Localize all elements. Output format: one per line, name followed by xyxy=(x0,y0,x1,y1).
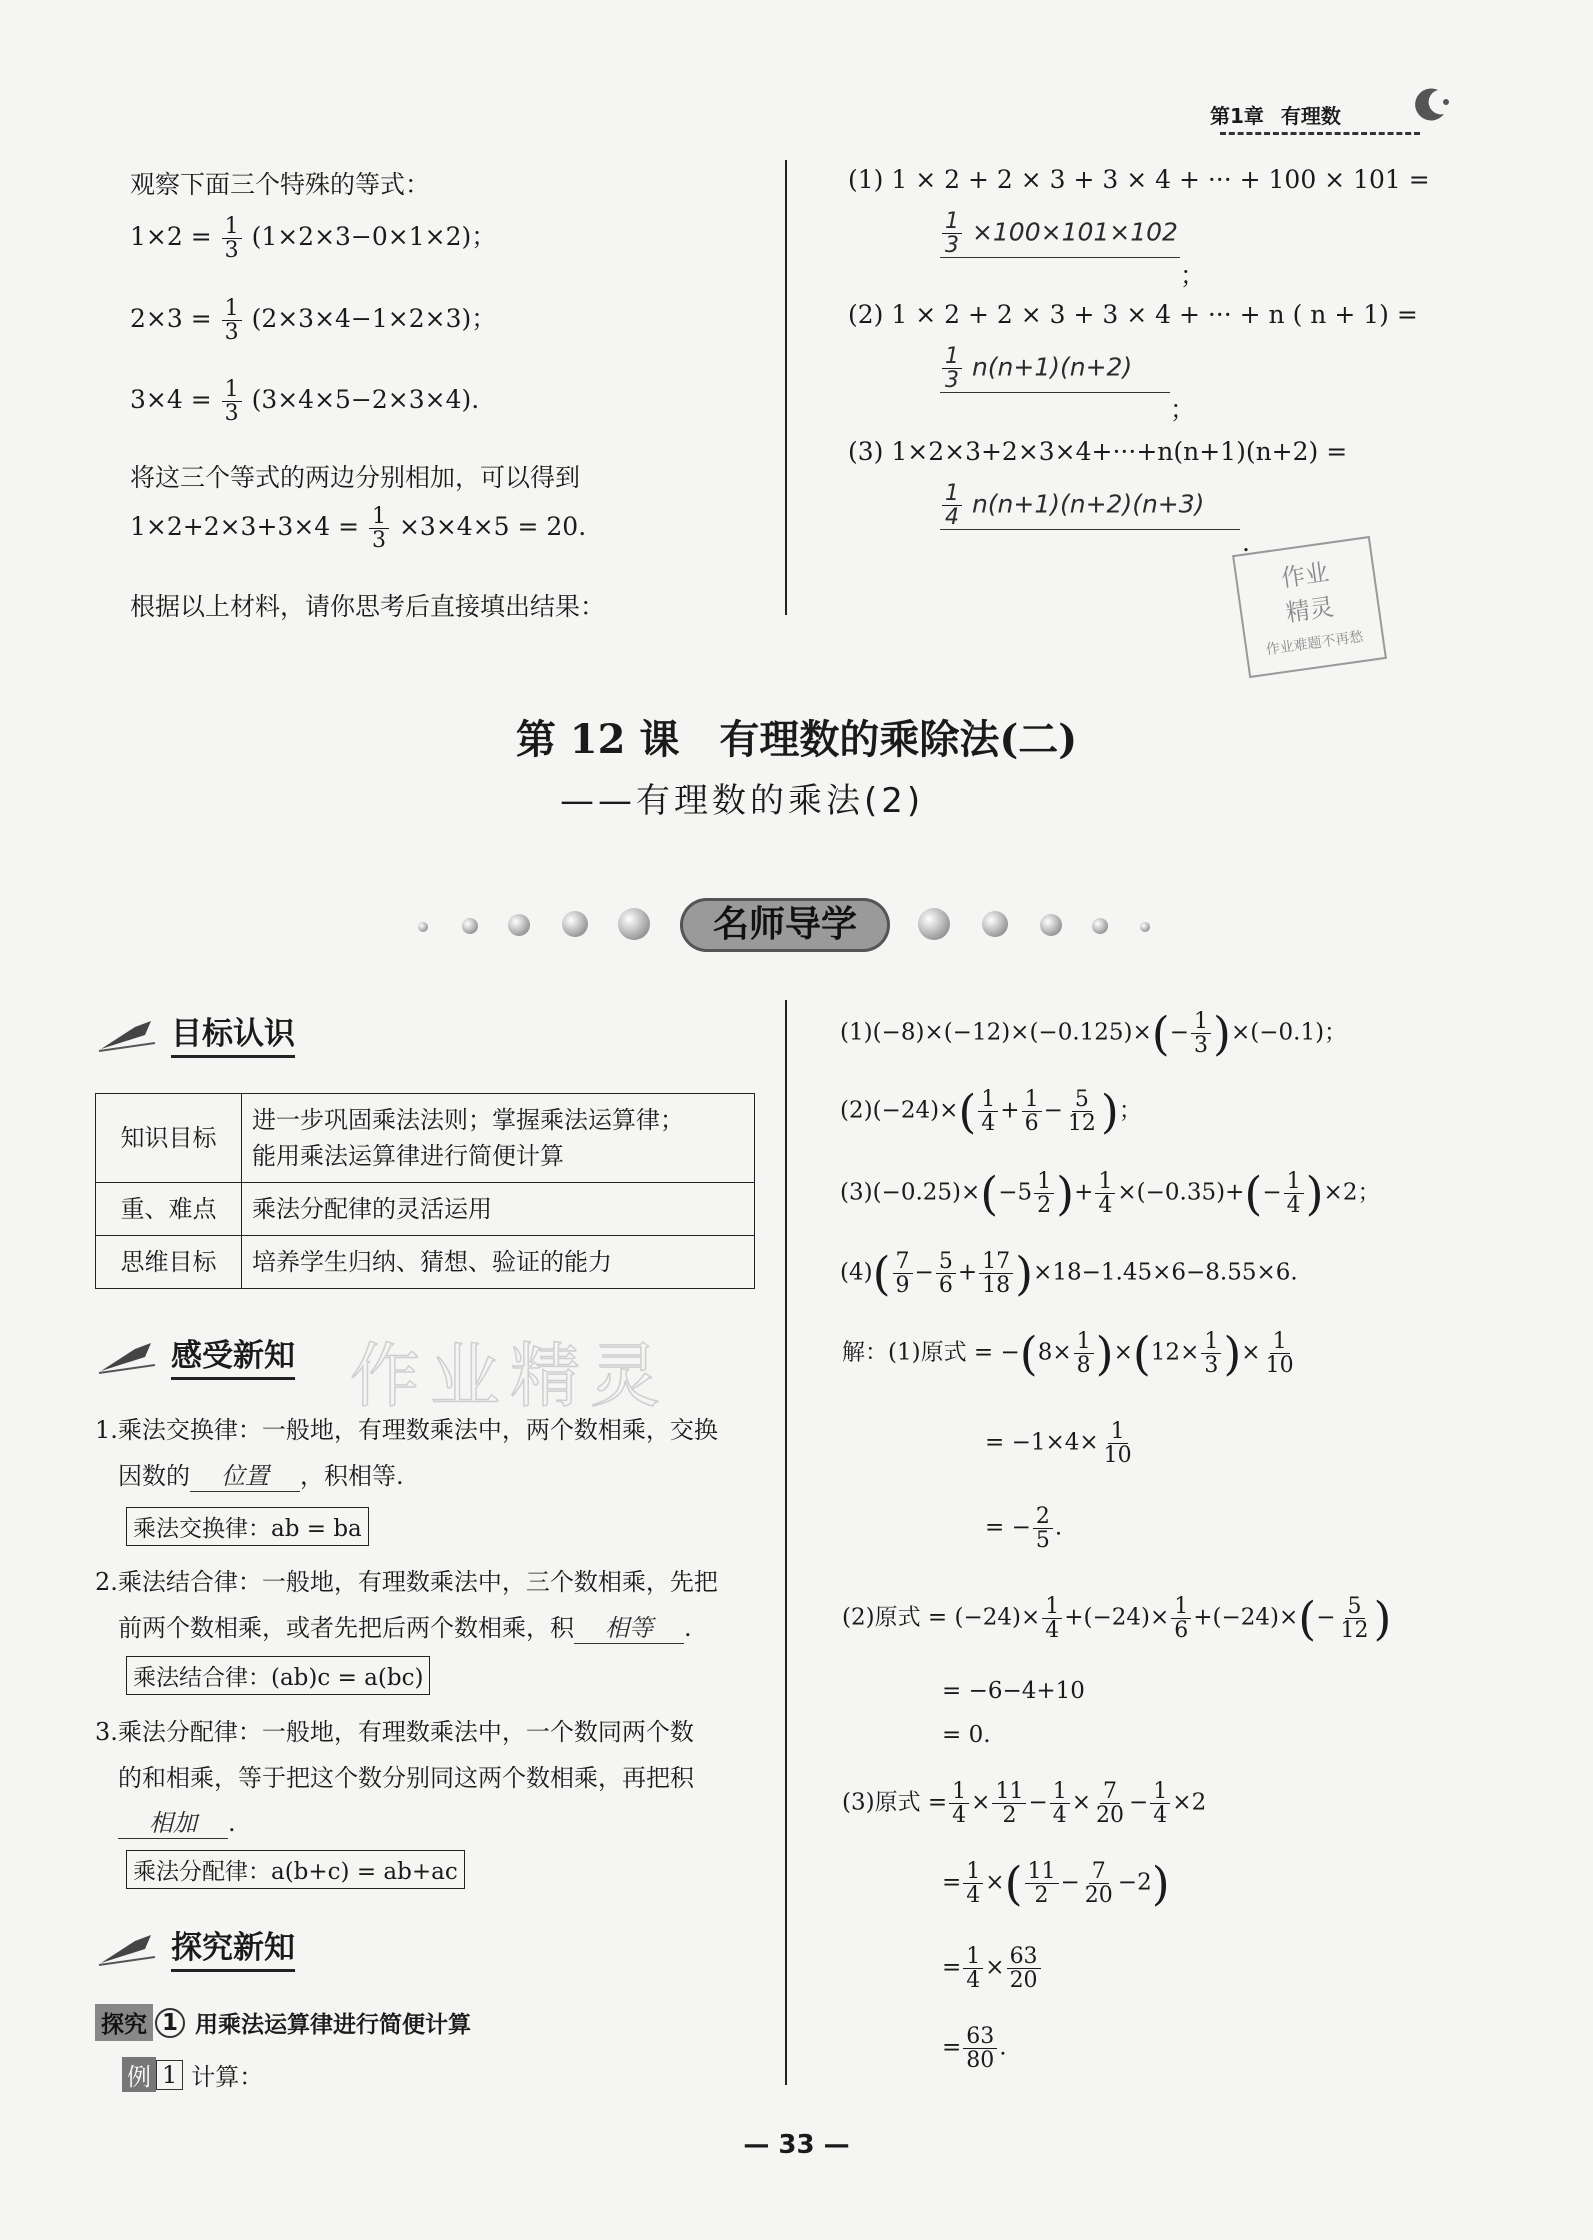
header-rule xyxy=(1220,132,1420,135)
table-cell-content: 进一步巩固乘法法则；掌握乘法运算律； 能用乘法运算律进行简便计算 xyxy=(242,1094,755,1183)
fraction: $\frac{1}{3}$ xyxy=(222,297,242,344)
answer-2: $\frac{1}{3}$ n(n+1)(n+2) xyxy=(940,345,1170,393)
problem-4: (4)( $\frac{7}{9}$ − $\frac{5}{6}$ + $\frac{17}{18}$ )×18−1.45×6−8.55×6. xyxy=(840,1246,1298,1301)
fraction: $\frac{1}{3}$ xyxy=(942,210,962,257)
feel-p1a: 1.乘法交换律：一般地，有理数乘法中，两个数相乘，交换 xyxy=(95,1416,718,1444)
fraction: $\frac{1}{3}$ xyxy=(369,505,389,552)
answer-3-end: . xyxy=(1242,528,1250,557)
fraction: $\frac{1}{4}$ xyxy=(942,482,962,529)
pen-icon xyxy=(95,1013,165,1053)
column-divider-top xyxy=(785,160,787,615)
feel-p3a: 3.乘法分配律：一般地，有理数乘法中，一个数同两个数 xyxy=(95,1718,694,1746)
chapter-name: 有理数 xyxy=(1280,104,1341,128)
section-explore xyxy=(95,1922,295,1972)
solution-2-step3: = 0. xyxy=(942,1722,991,1748)
table-row xyxy=(96,1183,755,1236)
answer-3: $\frac{1}{4}$ n(n+1)(n+2)(n+3) xyxy=(940,482,1240,530)
goals-table xyxy=(95,1093,755,1289)
equation-1: 1×2 = $\frac{1}{3}$ (1×2×3−0×1×2)； xyxy=(130,214,497,264)
section-title: 目标认识 xyxy=(171,1008,295,1058)
solution-2-step2: = −6−4+10 xyxy=(942,1678,1085,1704)
solution-1-step2: = −1×4× $\frac{1}{10}$ xyxy=(985,1419,1132,1469)
watermark: 作业精灵 xyxy=(350,1335,670,1417)
pen-icon xyxy=(95,1335,165,1375)
section-title: 感受新知 xyxy=(171,1330,295,1380)
solution-3: (3)原式 = $\frac{1}{4}$ × $\frac{11}{2}$ − $\frac{1}{4}$ × $\frac{7}{20}$ − $\frac{1}{4}$ ×2 xyxy=(842,1779,1207,1829)
table-cell-content: 培养学生归纳、猜想、验证的能力 xyxy=(242,1236,755,1289)
feel-p3c: 相加 . xyxy=(118,1803,236,1839)
explore-tag: 探究 1 用乘法运算律进行简便计算 xyxy=(95,2004,471,2041)
sum-equation: 1×2+2×3+3×4 = $\frac{1}{3}$ ×3×4×5 = 20. xyxy=(130,504,587,554)
fraction: $\frac{1}{3}$ xyxy=(222,215,242,262)
lesson-title: 第 12 课 有理数的乘除法(二) xyxy=(515,716,1078,763)
explore-topic: 用乘法运算律进行简便计算 xyxy=(195,2012,471,2038)
fill-blank: 相加 xyxy=(118,1803,228,1839)
section-goals xyxy=(95,1008,295,1058)
ask-text: 根据以上材料，请你思考后直接填出结果： xyxy=(130,592,606,621)
moon-logo-icon xyxy=(1410,84,1450,124)
solution-1-step3: = − $\frac{2}{5}$ . xyxy=(985,1504,1063,1554)
answer-2-end: ； xyxy=(1170,395,1196,424)
table-cell-label: 思维目标 xyxy=(96,1236,242,1289)
lesson-subtitle: ——有理数的乘法(2) xyxy=(560,781,925,821)
add-text: 将这三个等式的两边分别相加，可以得到 xyxy=(130,463,581,492)
table-row xyxy=(96,1236,755,1289)
feel-p1b: 因数的 位置 ，积相等. xyxy=(118,1456,404,1492)
solution-3-step2: = $\frac{1}{4}$ ×( $\frac{11}{2}$ − $\frac{7}{20}$ −2) xyxy=(942,1856,1170,1911)
table-cell-label: 知识目标 xyxy=(96,1094,242,1183)
answer-1: $\frac{1}{3}$ ×100×101×102 xyxy=(940,210,1180,258)
decor-dot xyxy=(1040,914,1062,936)
rule-box-1: 乘法交换律：ab = ba xyxy=(126,1507,369,1546)
section-feel xyxy=(95,1330,295,1380)
table-row xyxy=(96,1094,755,1183)
problem-1: (1)(−8)×(−12)×(−0.125)×(− $\frac{1}{3}$ )×(−0.1)； xyxy=(840,1006,1348,1061)
section-title: 探究新知 xyxy=(171,1922,295,1972)
decor-dot xyxy=(562,911,588,937)
equation-3: 3×4 = $\frac{1}{3}$ (3×4×5−2×3×4). xyxy=(130,377,480,427)
decor-dot xyxy=(1140,922,1150,932)
feel-p2a: 2.乘法结合律：一般地，有理数乘法中，三个数相乘，先把 xyxy=(95,1568,718,1596)
problem-3: (3)(−0.25)×(−5 $\frac{1}{2}$ )+ $\frac{1}{4}$ ×(−0.35)+(− $\frac{1}{4}$ )×2； xyxy=(840,1166,1381,1221)
table-cell-label: 重、难点 xyxy=(96,1183,242,1236)
decor-dot xyxy=(982,911,1008,937)
banner-title: 名师导学 xyxy=(680,898,890,952)
question-2: (2) 1 × 2 + 2 × 3 + 3 × 4 + ··· + n ( n + 1) = xyxy=(848,300,1418,329)
feel-p3b: 的和相乘，等于把这个数分别同这两个数相乘，再把积 xyxy=(118,1764,694,1792)
page-number: — 33 — xyxy=(743,2130,850,2160)
homework-stamp: 作业 精灵 作业难题不再愁 xyxy=(1232,536,1387,678)
intro-text: 观察下面三个特殊的等式： xyxy=(130,170,431,199)
question-1: (1) 1 × 2 + 2 × 3 + 3 × 4 + ··· + 100 × 101 = xyxy=(848,165,1430,194)
problem-2: (2)(−24)×( $\frac{1}{4}$ + $\frac{1}{6}$ − $\frac{5}{12}$ )； xyxy=(840,1084,1142,1139)
example-tag: 例 1 计算： xyxy=(122,2057,263,2092)
rule-box-3: 乘法分配律：a(b+c) = ab+ac xyxy=(126,1850,465,1889)
question-3: (3) 1×2×3+2×3×4+···+n(n+1)(n+2) = xyxy=(848,437,1348,466)
fraction: $\frac{1}{3}$ xyxy=(942,345,962,392)
answer-1-end: ； xyxy=(1180,261,1206,290)
fill-blank: 位置 xyxy=(190,1456,300,1492)
table-cell-content: 乘法分配律的灵活运用 xyxy=(242,1183,755,1236)
decor-dot xyxy=(1092,918,1108,934)
rule-box-2: 乘法结合律：(ab)c = a(bc) xyxy=(126,1656,430,1695)
decor-dot xyxy=(618,908,650,940)
chapter-number: 第1章 xyxy=(1210,104,1264,128)
feel-p2b: 前两个数相乘，或者先把后两个数相乘，积 相等 . xyxy=(118,1608,692,1644)
chapter-header xyxy=(1210,100,1341,129)
decor-dot xyxy=(462,918,478,934)
solution-3-step3: = $\frac{1}{4}$ × $\frac{63}{20}$ xyxy=(942,1945,1043,1992)
fill-blank: 相等 xyxy=(574,1608,684,1644)
decor-dot xyxy=(508,914,530,936)
solution-3-step4: = $\frac{63}{80}$ . xyxy=(942,2024,1007,2074)
fraction: $\frac{1}{3}$ xyxy=(222,378,242,425)
decor-dot xyxy=(918,908,950,940)
decor-dot xyxy=(418,922,428,932)
solution-2: (2)原式 = (−24)× $\frac{1}{4}$ +(−24)× $\frac{1}{6}$ +(−24)×(− $\frac{5}{12}$ ) xyxy=(842,1591,1392,1646)
pen-icon xyxy=(95,1927,165,1967)
fraction: $\frac{1}{3}$ xyxy=(1191,1010,1211,1057)
column-divider-bottom xyxy=(785,1000,787,2085)
equation-2: 2×3 = $\frac{1}{3}$ (2×3×4−1×2×3)； xyxy=(130,296,497,346)
solution-1: 解：(1)原式 = −(8× $\frac{1}{8}$ )×(12× $\frac{1}{3}$ )× $\frac{1}{10}$ xyxy=(842,1326,1294,1381)
